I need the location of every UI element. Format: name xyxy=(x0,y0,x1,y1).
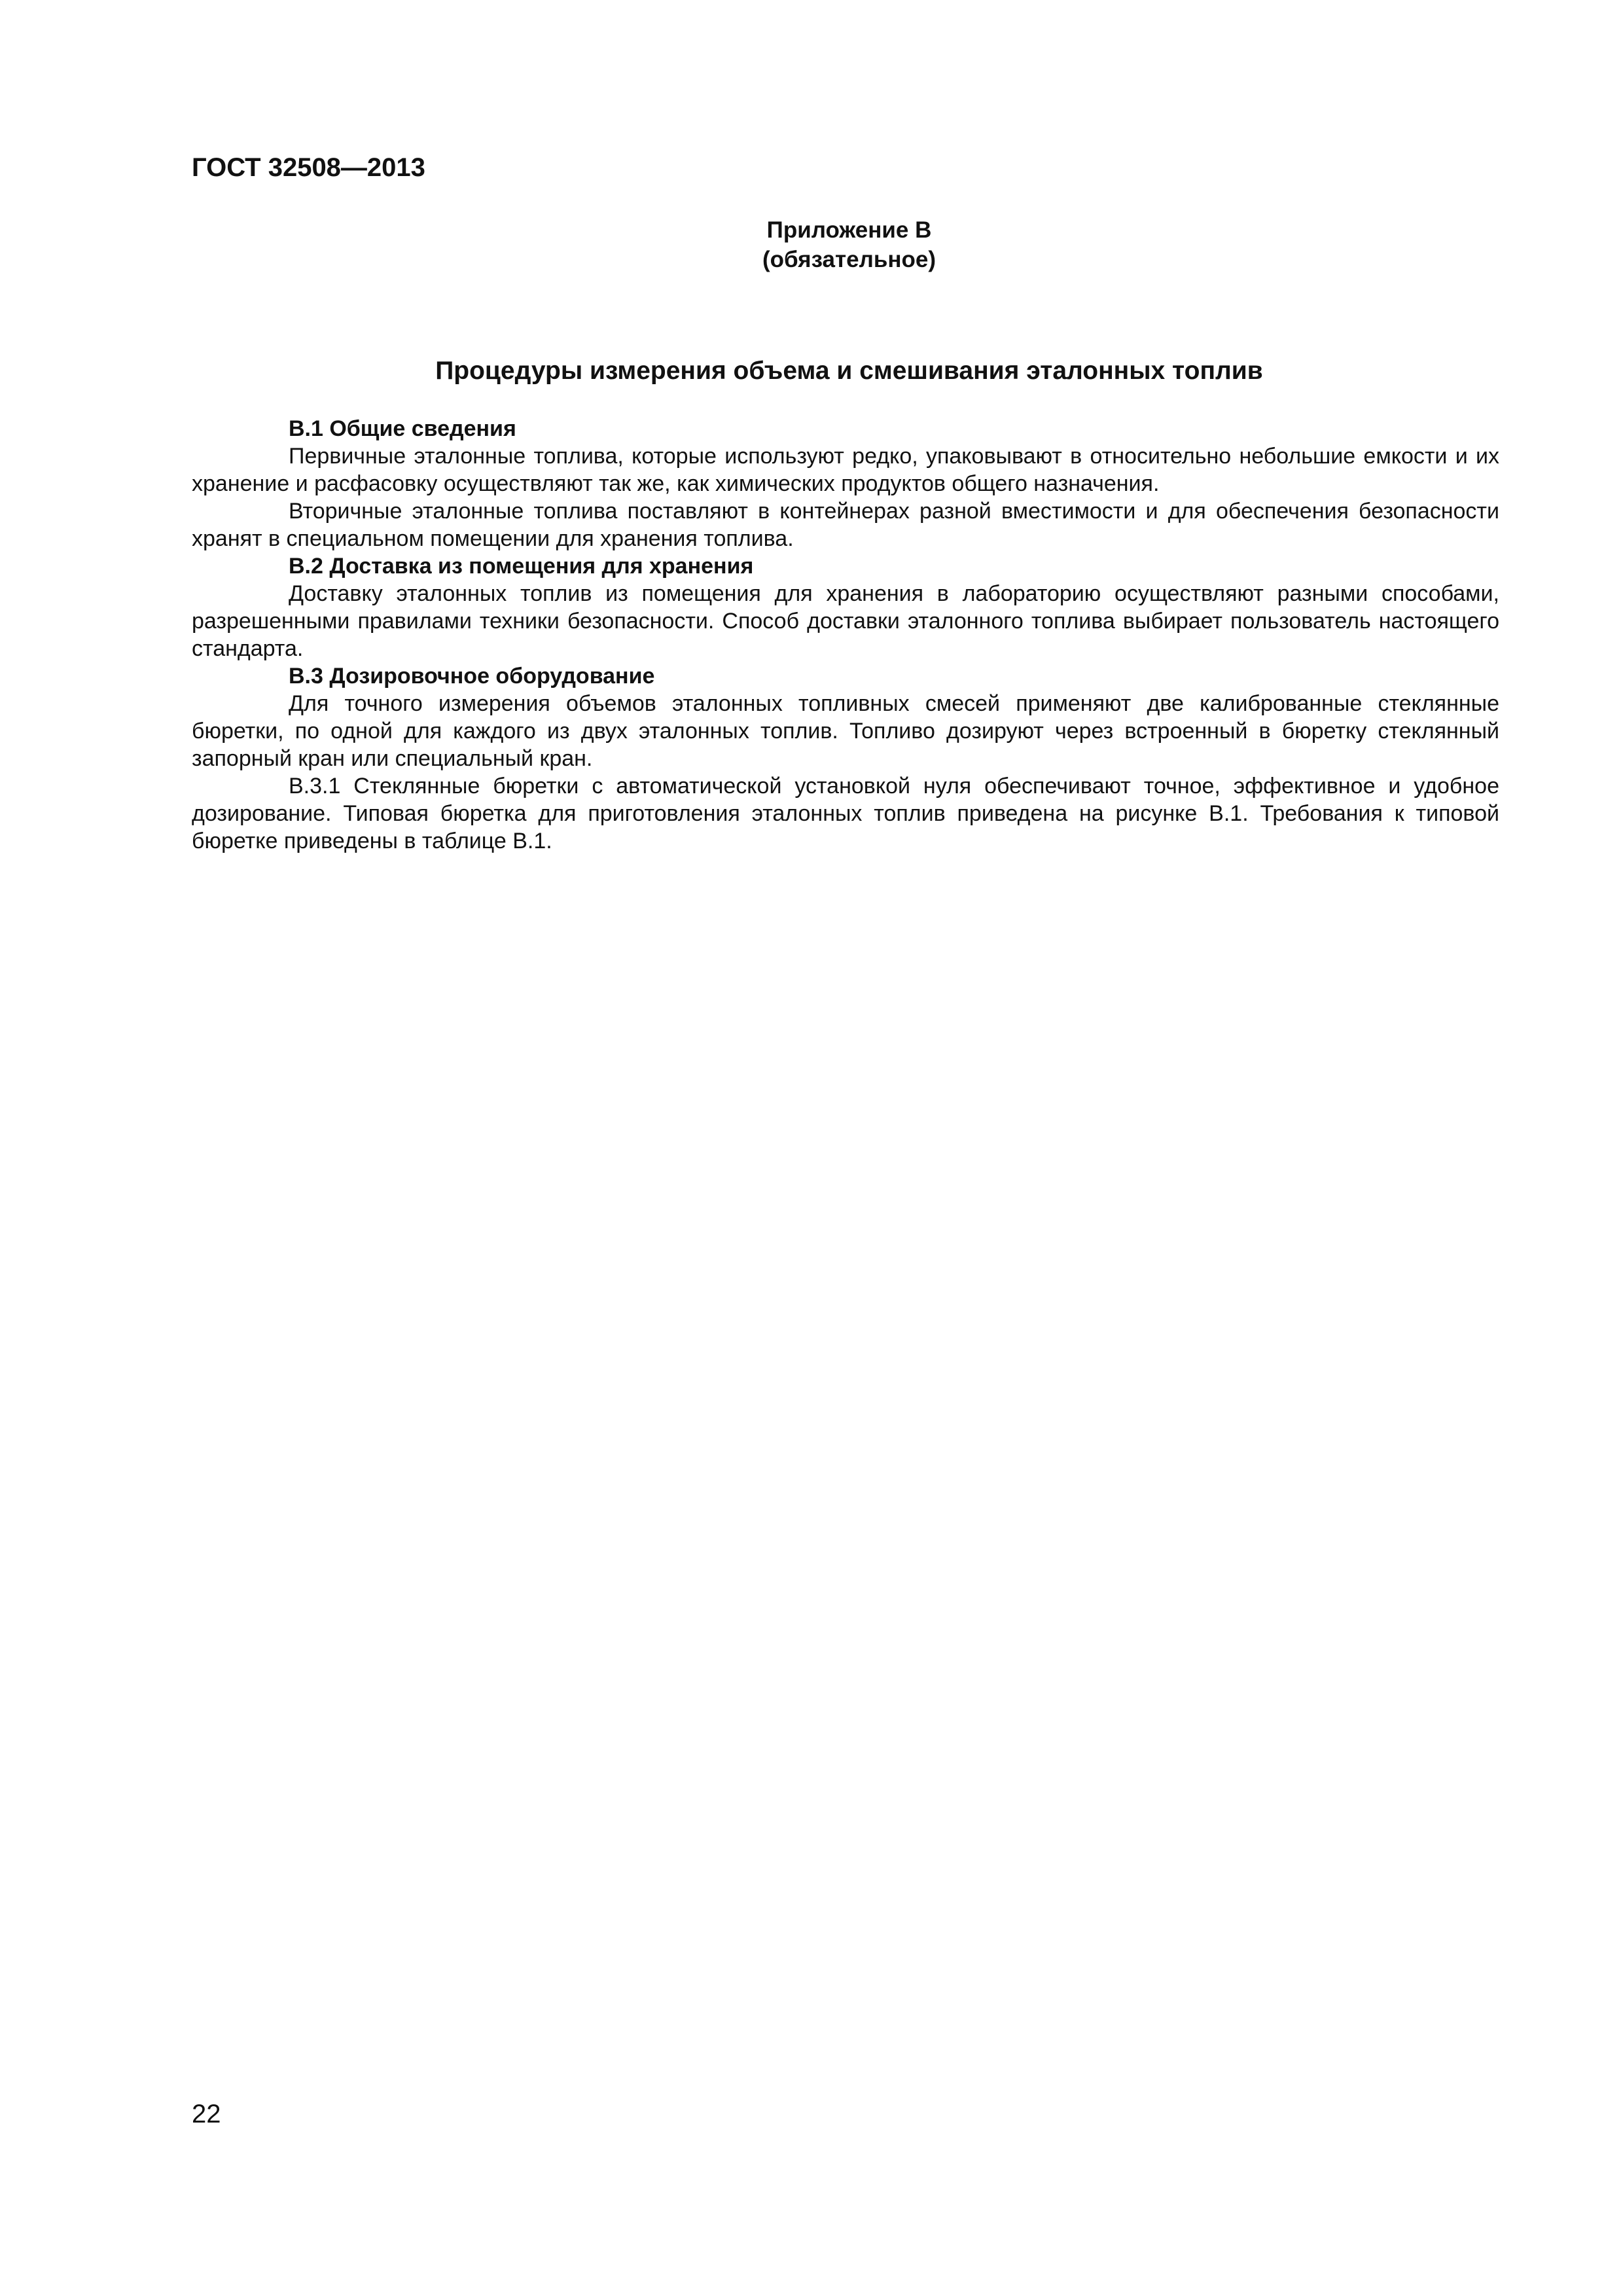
annex-title: Процедуры измерения объема и смешивания эталонных топлив xyxy=(435,357,1263,385)
section-heading: В.2 Доставка из помещения для хранения xyxy=(289,554,754,579)
document-code: ГОСТ 32508—2013 xyxy=(192,153,425,182)
annex-status: (обязательное) xyxy=(762,247,936,272)
paragraph: Первичные эталонные топлива, которые используют редко, упаковывают в относительно небольшие емкости и их хранение и расфасовку осуществляют так же, как химических продуктов общего назначения. xyxy=(192,444,1499,496)
document-body xyxy=(192,415,1499,855)
paragraph: Вторичные эталонные топлива поставляют в контейнерах разной вместимости и для обеспечения безопасности хранят в специальном помещении для хранения топлива. xyxy=(192,499,1499,551)
annex-label: Приложение В xyxy=(766,217,932,243)
page-number: 22 xyxy=(192,2100,221,2128)
paragraph: Для точного измерения объемов эталонных топливных смесей применяют две калиброванные стеклянные бюретки, по одной для каждого из двух эталонных топлив. Топливо дозируют через встроенный в бюретку стеклянный запорный кран или специальный кран. xyxy=(192,691,1499,771)
section-heading: В.1 Общие сведения xyxy=(289,416,516,441)
paragraph: Доставку эталонных топлив из помещения для хранения в лабораторию осуществляют разными способами, разрешенными правилами техники безопасности. Способ доставки эталонного топлива выбирает пользователь настоящего стандарта. xyxy=(192,581,1499,661)
section-heading: В.3 Дозировочное оборудование xyxy=(289,664,655,689)
paragraph: В.3.1 Стеклянные бюретки с автоматической установкой нуля обеспечивают точное, эффективное и удобное дозирование. Типовая бюретка для приготовления эталонных топлив приведена на рисунке В.1. Требования к типовой бюретке приведены в таблице В.1. xyxy=(192,774,1499,853)
